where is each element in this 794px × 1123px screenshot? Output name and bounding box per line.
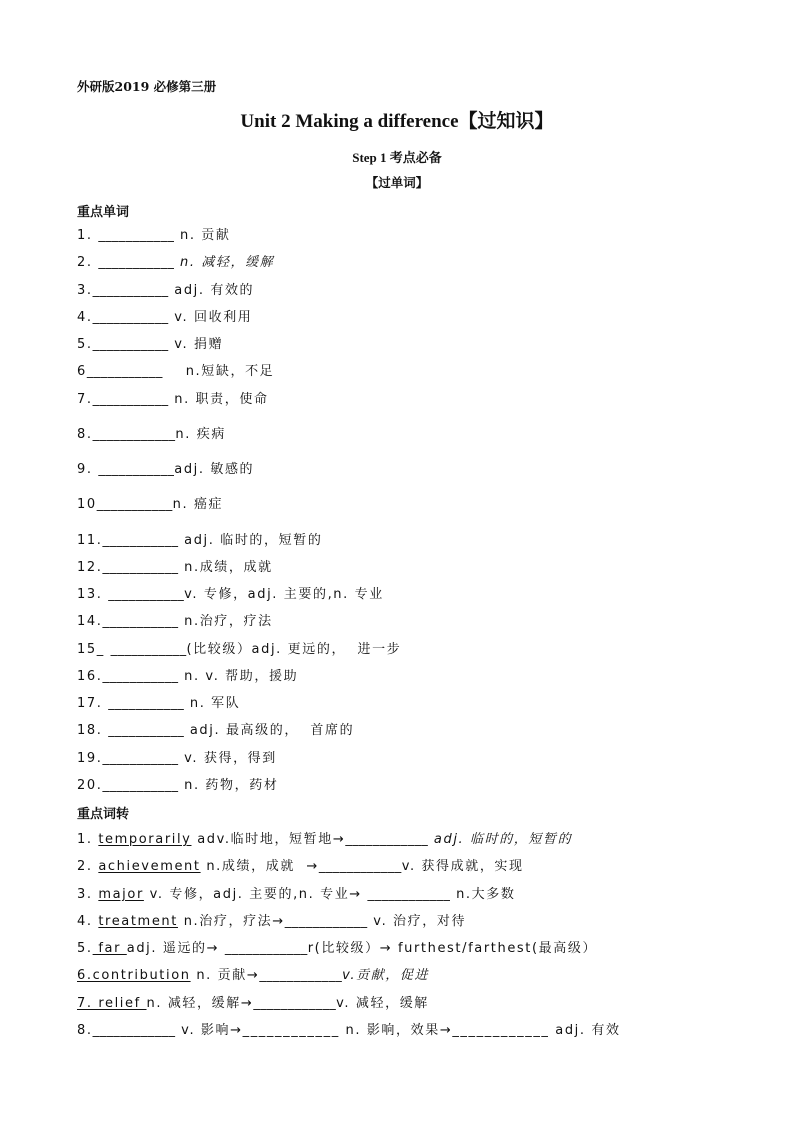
vocab-definition: adj. 有效的: [168, 283, 255, 298]
vocab-definition: v. 回收利用: [168, 310, 253, 325]
vocab-line-6: [77, 364, 274, 380]
vocab-number: 9.: [77, 462, 99, 477]
vocab-blank[interactable]: ____________: [92, 427, 176, 442]
given-word: achievement: [98, 859, 201, 874]
transform-number: 2.: [77, 859, 99, 874]
given-word: treatment: [98, 914, 178, 929]
vocab-blank[interactable]: ___________: [108, 696, 185, 711]
vocab-line-8: [77, 427, 226, 443]
vocab-number: 14.: [77, 614, 103, 629]
transform-blank[interactable]: ____________: [345, 832, 429, 847]
vocab-line-11: [77, 533, 322, 549]
vocab-line-14: [77, 614, 273, 630]
vocab-number: 13.: [77, 587, 109, 602]
given-word: temporarily: [98, 832, 192, 847]
vocab-line-18: [77, 723, 354, 739]
vocab-number: 10: [77, 497, 97, 512]
transform-meaning: n.成绩，成就 →: [200, 859, 319, 874]
transform-meaning: n. 贡献→: [190, 968, 260, 983]
vocab-blank[interactable]: ___________: [92, 283, 169, 298]
vocab-blank[interactable]: ___________: [92, 310, 169, 325]
vocab-line-7: [77, 392, 269, 408]
section-key-words-heading: 重点单词: [77, 205, 130, 220]
vocab-line-17: [77, 696, 240, 712]
vocab-number: 17.: [77, 696, 109, 711]
vocab-number: 1.: [77, 228, 99, 243]
vocab-line-20: [77, 778, 278, 794]
subtitle-words: 【过单词】: [365, 175, 429, 190]
given-word: far: [92, 941, 127, 956]
transform-target: v. 减轻，缓解: [336, 996, 429, 1011]
vocab-number: 11.: [77, 533, 103, 548]
transform-blank[interactable]: ____________: [259, 968, 343, 983]
vocab-line-16: [77, 669, 298, 685]
vocab-definition: n. 疾病: [175, 427, 226, 442]
transform-blank[interactable]: ____________: [284, 914, 368, 929]
transform-blank[interactable]: ____________: [253, 996, 337, 1011]
vocab-number: 4.: [77, 310, 93, 325]
transform-number: 4.: [77, 914, 99, 929]
transform-blank[interactable]: ____________: [92, 1023, 176, 1038]
vocab-definition: n.短缺，不足: [162, 364, 275, 379]
given-word: major: [98, 887, 144, 902]
vocab-blank[interactable]: ___________: [110, 642, 187, 657]
vocab-line-19: [77, 751, 277, 767]
vocab-line-1: [77, 228, 231, 244]
transform-line-4: [77, 914, 466, 930]
vocab-number: 3.: [77, 283, 93, 298]
vocab-blank[interactable]: ___________: [102, 614, 179, 629]
vocab-blank[interactable]: ___________: [108, 587, 185, 602]
transform-number: 3.: [77, 887, 99, 902]
given-word: 6.contribution: [77, 968, 191, 983]
vocab-definition: v. 捐赠: [168, 337, 224, 352]
vocab-number: 7.: [77, 392, 93, 407]
transform-line-2: [77, 859, 524, 875]
vocab-blank[interactable]: ___________: [98, 255, 175, 270]
vocab-definition: n. 癌症: [172, 497, 224, 512]
vocab-line-13: [77, 587, 384, 603]
vocab-line-10: [77, 497, 223, 513]
vocab-blank[interactable]: ___________: [108, 723, 185, 738]
vocab-definition: n. 职责，使命: [168, 392, 269, 407]
vocab-line-15: [77, 642, 401, 658]
vocab-number: 5.: [77, 337, 93, 352]
vocab-definition: adj. 最高级的， 首席的: [184, 723, 355, 738]
transform-target: r(比较级）→ furthest/farthest(最高级）: [307, 941, 598, 956]
vocab-definition: v. 获得，得到: [178, 751, 277, 766]
vocab-line-5: [77, 337, 223, 353]
vocab-blank[interactable]: ___________: [102, 533, 179, 548]
transform-line-5: [77, 941, 597, 957]
vocab-number: 19.: [77, 751, 103, 766]
transform-target: v.贡献，促进: [342, 968, 430, 983]
transform-line-6: [77, 968, 429, 984]
vocab-number: 2.: [77, 255, 99, 270]
vocab-line-9: [77, 462, 254, 478]
given-word: 7. relief: [77, 996, 147, 1011]
vocab-definition: (比较级）adj. 更远的， 进一步: [186, 642, 402, 657]
vocab-blank[interactable]: ___________: [102, 778, 179, 793]
transform-meaning: n. 减轻，缓解→: [146, 996, 254, 1011]
transform-blank[interactable]: ____________: [367, 887, 451, 902]
transform-line-7: [77, 996, 429, 1012]
transform-line-8: [77, 1023, 621, 1039]
vocab-blank[interactable]: ___________: [86, 364, 163, 379]
vocab-definition: n. 药物，药材: [178, 778, 279, 793]
transform-number: 1.: [77, 832, 99, 847]
vocab-blank[interactable]: ___________: [102, 560, 179, 575]
vocab-blank[interactable]: ___________: [96, 497, 173, 512]
transform-line-1: [77, 832, 572, 848]
transform-number: 5.: [77, 941, 93, 956]
vocab-blank[interactable]: ___________: [102, 751, 179, 766]
vocab-number: 15_: [77, 642, 111, 657]
vocab-line-2: [77, 255, 274, 271]
vocab-definition: v. 专修，adj. 主要的,n. 专业: [184, 587, 384, 602]
edition-label: 外研版2019 必修第三册: [77, 79, 217, 94]
vocab-definition: n. 贡献: [174, 228, 231, 243]
vocab-number: 12.: [77, 560, 103, 575]
vocab-definition: n.治疗，疗法: [178, 614, 273, 629]
transform-target: adj. 临时的，短暂的: [428, 832, 573, 847]
vocab-number: 16.: [77, 669, 103, 684]
vocab-definition: n. 减轻，缓解: [174, 255, 275, 270]
vocab-definition: n.成绩，成就: [178, 560, 273, 575]
vocab-line-12: [77, 560, 273, 576]
transform-blank[interactable]: ____________: [318, 859, 402, 874]
vocab-blank[interactable]: ___________: [92, 392, 169, 407]
transform-target: n.大多数: [450, 887, 516, 902]
vocab-blank[interactable]: ___________: [92, 337, 169, 352]
transform-number: 8.: [77, 1023, 93, 1038]
vocab-line-4: [77, 310, 252, 326]
transform-meaning: adv.临时地，短暂地→: [191, 832, 346, 847]
transform-line-3: [77, 887, 515, 903]
transform-meaning: v. 专修，adj. 主要的,n. 专业→: [143, 887, 368, 902]
page-title: Unit 2 Making a difference【过知识】: [240, 111, 554, 132]
vocab-number: 20.: [77, 778, 103, 793]
vocab-definition: adj. 敏感的: [174, 462, 255, 477]
vocab-definition: n. v. 帮助，援助: [178, 669, 299, 684]
transform-target: v. 治疗，对待: [367, 914, 467, 929]
vocab-blank[interactable]: ___________: [98, 228, 175, 243]
vocab-number: 18.: [77, 723, 109, 738]
vocab-number: 8.: [77, 427, 93, 442]
vocab-definition: n. 军队: [184, 696, 241, 711]
vocab-blank[interactable]: ___________: [98, 462, 175, 477]
transform-target: v. 影响→____________ n. 影响，效果→____________ adj. 有效: [175, 1023, 621, 1038]
transform-target: v. 获得成就，实现: [401, 859, 524, 874]
vocab-line-3: [77, 283, 254, 299]
section-word-transform-heading: 重点词转: [77, 807, 130, 822]
step-heading: Step 1 考点必备: [352, 150, 442, 165]
vocab-number: 6: [77, 364, 87, 379]
transform-meaning: n.治疗，疗法→: [177, 914, 285, 929]
vocab-blank[interactable]: ___________: [102, 669, 179, 684]
transform-meaning: adj. 遥远的→: [126, 941, 225, 956]
transform-blank[interactable]: ____________: [224, 941, 308, 956]
vocab-definition: adj. 临时的，短暂的: [178, 533, 323, 548]
